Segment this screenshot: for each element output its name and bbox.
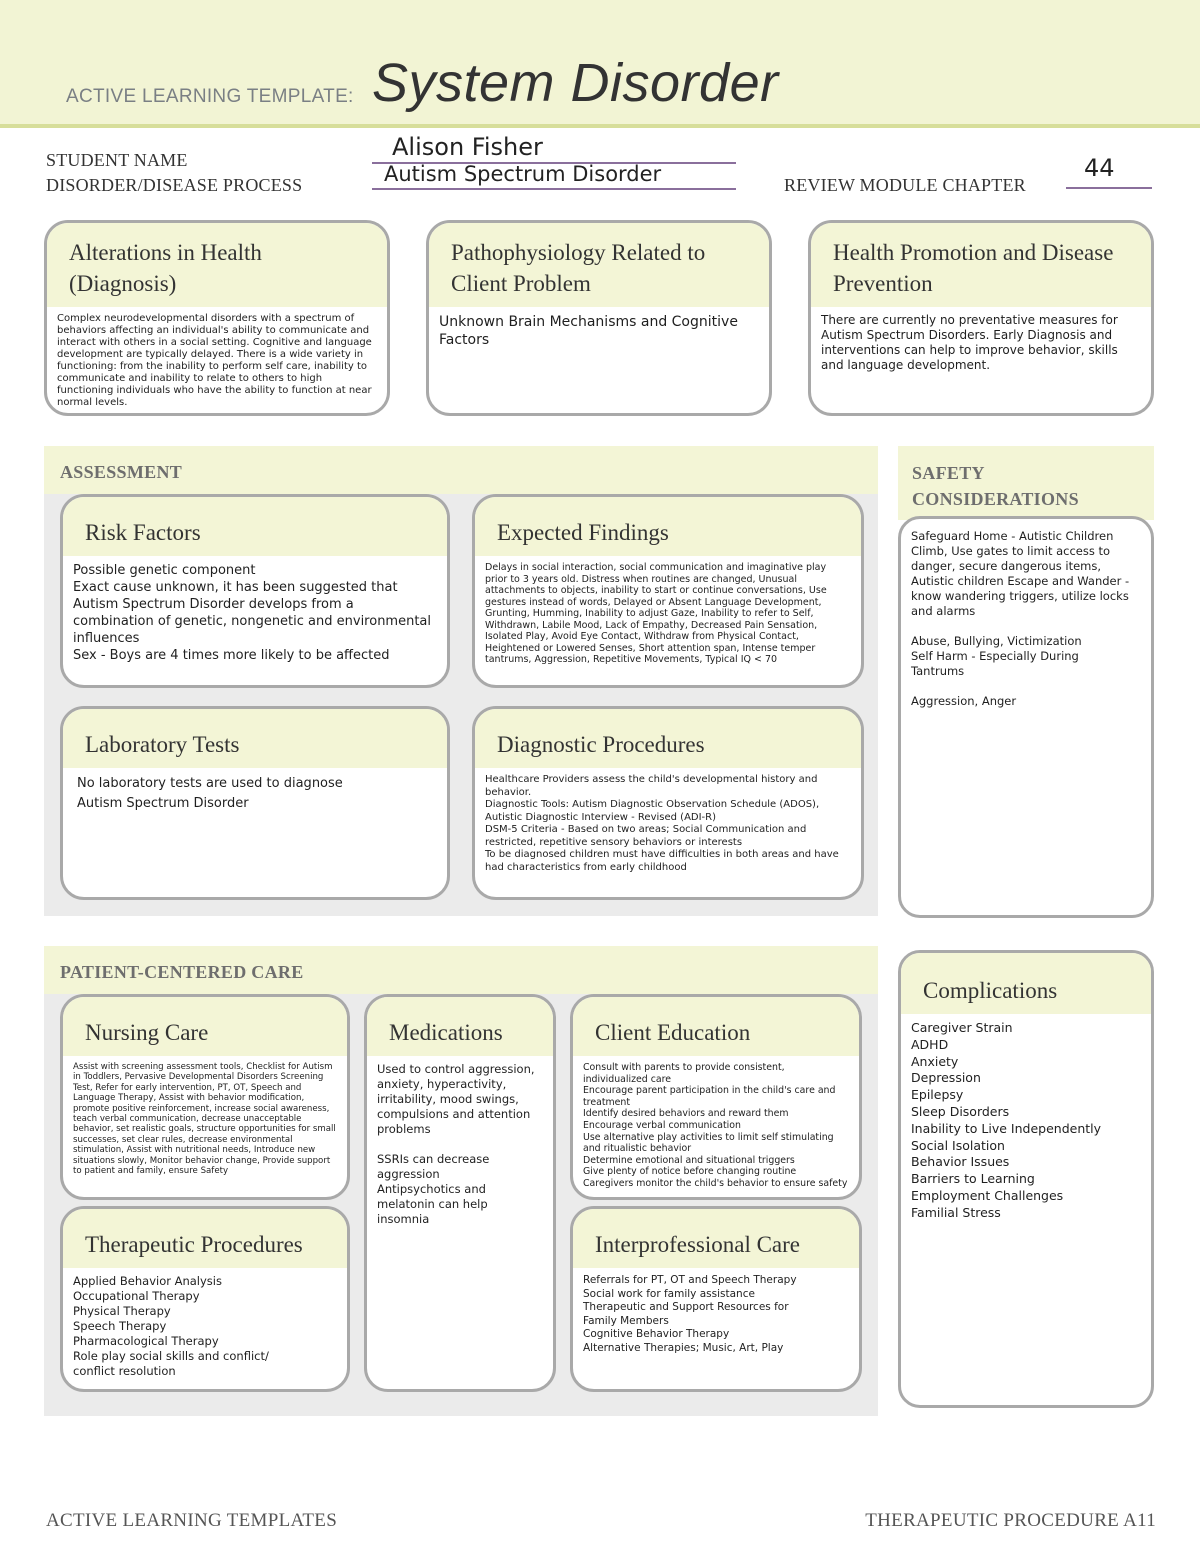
alterations-box	[44, 220, 390, 416]
therapeutic-procedures-box	[60, 1206, 350, 1392]
risk-factors-text[interactable]: Possible genetic component Exact cause unknown, it has been suggested that Autism Spectrum Disorder develops from a combination of genetic, nongenetic and environmental influences Sex - Boys are 4 times more likely to be affected	[73, 563, 432, 663]
pathophysiology-box	[426, 220, 772, 416]
complications-box	[898, 950, 1154, 1408]
assessment-heading: ASSESSMENT	[44, 446, 878, 494]
diagnostic-procedures-box	[472, 706, 864, 900]
medications-text[interactable]: Used to control aggression, anxiety, hyperactivity, irritability, mood swings, compulsions and attention problems SSRIs can decrease aggression Antipsychotics and melatonin can help insomnia	[377, 1062, 535, 1226]
student-name-label: STUDENT NAME	[46, 150, 188, 170]
alterations-text[interactable]: Complex neurodevelopmental disorders with a spectrum of behaviors affecting an individual's ability to communicate and interact with others in a social setting. Cognitive and language development are typically delayed. There is a wide variety in functioning: from the inability to perform self care, inability to communicate and inability to relate to others to high functioning individuals who have the ability to function at near normal levels.	[57, 313, 372, 408]
expected-findings-text[interactable]: Delays in social interaction, social communication and imaginative play prior to 3 years old. Distress when routines are changed, Unusual attachments to objects, inability to start or continue conversations, Use gestures instead of words, Delayed or Absent Language Development, Grunting, Humming, Inability to adjust Gaze, Inability to refer to Self, Withdrawn, Labile Mood, Lack of Empathy, Decreased Pain Sensation, Isolated Play, Avoid Eye Contact, Withdraw from Physical Contact, Heightened or Lowered Senses, Short attention span, Intense temper tantrums, Aggression, Repetitive Movements, Typical IQ < 70	[485, 562, 827, 665]
interprofessional-care-title: Interprofessional Care	[573, 1209, 859, 1268]
footer-left: ACTIVE LEARNING TEMPLATES	[46, 1510, 338, 1531]
risk-factors-title: Risk Factors	[63, 497, 447, 556]
chapter-label: REVIEW MODULE CHAPTER	[784, 175, 1026, 195]
nursing-care-text[interactable]: Assist with screening assessment tools, Checklist for Autism in Toddlers, Pervasive Developmental Disorders Screening Test, Refer for early intervention, PT, OT, Speech and Language Therapy, Assist with behavior modification, promote positive reinforcement, increase social awareness, teach verbal communication, decrease unacceptable behavior, set realistic goals, structure opportunities for small successes, set clear rules, decrease environmental stimulation, Assist with nutritional needs, Introduce new situations slowly, Monitor behavior change, Provide support to patient and family, ensure Safety	[73, 1062, 336, 1177]
laboratory-tests-text[interactable]: No laboratory tests are used to diagnose Autism Spectrum Disorder	[77, 776, 343, 811]
nursing-care-title: Nursing Care	[63, 997, 347, 1056]
interprofessional-care-text[interactable]: Referrals for PT, OT and Speech Therapy Social work for family assistance Therapeutic and Support Resources for Family Members Cognitive Behavior Therapy Alternative Therapies; Music, Art, Play	[583, 1274, 797, 1354]
expected-findings-title: Expected Findings	[475, 497, 861, 556]
pathophysiology-text[interactable]: Unknown Brain Mechanisms and Cognitive Factors	[439, 314, 738, 348]
complications-title: Complications	[901, 953, 1151, 1014]
disorder-label: DISORDER/DISEASE PROCESS	[46, 175, 303, 195]
pathophysiology-title: Pathophysiology Related to Client Problem	[429, 223, 769, 307]
diagnostic-procedures-title: Diagnostic Procedures	[475, 709, 861, 768]
header-rule	[0, 124, 1200, 128]
safety-heading: SAFETY CONSIDERATIONS	[898, 446, 1154, 520]
nursing-care-box	[60, 994, 350, 1200]
therapeutic-procedures-text[interactable]: Applied Behavior Analysis Occupational Therapy Physical Therapy Speech Therapy Pharmacological Therapy Role play social skills and conflict/ conflict resolution	[73, 1274, 269, 1378]
health-promotion-title: Health Promotion and Disease Prevention	[811, 223, 1151, 307]
therapeutic-procedures-title: Therapeutic Procedures	[63, 1209, 347, 1268]
client-education-text[interactable]: Consult with parents to provide consistent, individualized care Encourage parent participation in the child's care and treatment Identify desired behaviors and reward them Encourage verbal communication Use alternative play activities to limit self stimulating and ritualistic behavior Determine emotional and situational triggers Give plenty of notice before changing routine Caregivers monitor the child's behavior to ensure safety	[583, 1062, 848, 1189]
laboratory-tests-box	[60, 706, 450, 900]
template-title: System Disorder	[372, 53, 779, 113]
disorder-value[interactable]: Autism Spectrum Disorder	[384, 162, 662, 186]
safety-box	[898, 516, 1154, 918]
disorder-underline	[372, 188, 736, 190]
chapter-underline	[1066, 187, 1152, 189]
laboratory-tests-title: Laboratory Tests	[63, 709, 447, 768]
alterations-title: Alterations in Health (Diagnosis)	[47, 223, 387, 307]
patient-care-heading: PATIENT-CENTERED CARE	[44, 946, 878, 994]
footer-right: THERAPEUTIC PROCEDURE A11	[865, 1510, 1156, 1531]
risk-factors-box	[60, 494, 450, 688]
student-name-value[interactable]: Alison Fisher	[392, 133, 543, 161]
template-label: ACTIVE LEARNING TEMPLATE:	[66, 86, 354, 107]
health-promotion-text[interactable]: There are currently no preventative measures for Autism Spectrum Disorders. Early Diagnosis and interventions can help to improve behavior, skills and language development.	[821, 313, 1118, 372]
expected-findings-box	[472, 494, 864, 688]
client-education-title: Client Education	[573, 997, 859, 1056]
client-education-box	[570, 994, 862, 1200]
diagnostic-procedures-text[interactable]: Healthcare Providers assess the child's developmental history and behavior. Diagnostic Tools: Autism Diagnostic Observation Schedule (ADOS), Autistic Diagnostic Interview - Revised (ADI-R) DSM-5 Criteria - Based on two areas; Social Communication and restricted, repetitive sensory behaviors or interests To be diagnosed children must have difficulties in both areas and have had characteristics from early childhood	[485, 774, 839, 873]
complications-text[interactable]: Caregiver Strain ADHD Anxiety Depression Epilepsy Sleep Disorders Inability to Live Independently Social Isolation Behavior Issues Barriers to Learning Employment Challenges Familial Stress	[911, 1020, 1102, 1220]
safety-text[interactable]: Safeguard Home - Autistic Children Climb, Use gates to limit access to danger, secure dangerous items, Autistic children Escape and Wander - know wandering triggers, utilize locks and alarms Abuse, Bullying, Victimization Self Harm - Especially During Tantrums Aggression, Anger	[911, 529, 1130, 708]
health-promotion-box	[808, 220, 1154, 416]
interprofessional-care-box	[570, 1206, 862, 1392]
medications-title: Medications	[367, 997, 553, 1056]
chapter-value[interactable]: 44	[1084, 154, 1115, 182]
medications-box	[364, 994, 556, 1392]
